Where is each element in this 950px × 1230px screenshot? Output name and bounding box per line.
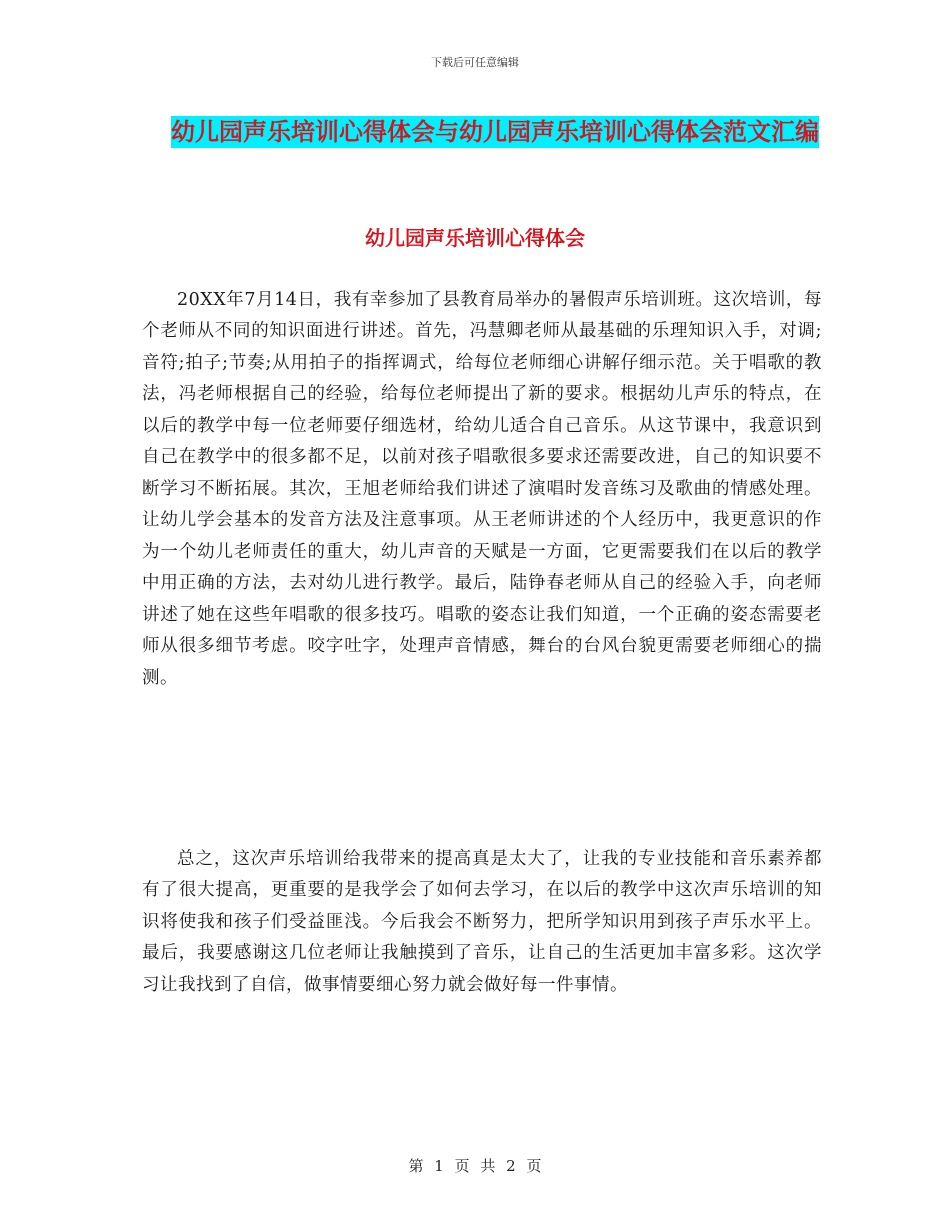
document-title	[140, 110, 850, 154]
section-title: 幼儿园声乐培训心得体会	[365, 226, 585, 250]
page-footer: 第 1 页 共 2 页	[408, 1157, 542, 1175]
body-paragraph-1: 20XX年7月14日，我有幸参加了县教育局举办的暑假声乐培训班。这次培训，每个老师从不同的知识面进行讲述。首先，冯慧卿老师从最基础的乐理知识入手，对调;音符;拍子;节奏;从用拍子的指挥调式，给每位老师细心讲解仔细示范。关于唱歌的教法，冯老师根据自己的经验，给每位老师提出了新的要求。根据幼儿声乐的特点，在以后的教学中每一位老师要仔细选材，给幼儿适合自己音乐。从这节课中，我意识到自己在教学中的很多都不足，以前对孩子唱歌很多要求还需要改进，自己的知识要不断学习不断拓展。其次，王旭老师给我们讲述了演唱时发音练习及歌曲的情感处理。让幼儿学会基本的发音方法及注意事项。从王老师讲述的个人经历中，我更意识的作为一个幼儿老师责任的重大，幼儿声音的天赋是一方面，它更需要我们在以后的教学中用正确的方法，去对幼儿进行教学。最后，陆铮春老师从自己的经验入手，向老师讲述了她在这些年唱歌的很多技巧。唱歌的姿态让我们知道，一个正确的姿态需要老师从很多细节考虑。咬字吐字，处理声音情感，舞台的台风台貌更需要老师细心的揣测。	[142, 289, 822, 688]
body-paragraph-2: 总之，这次声乐培训给我带来的提高真是太大了，让我的专业技能和音乐素养都有了很大提高，更重要的是我学会了如何去学习，在以后的教学中这次声乐培训的知识将使我和孩子们受益匪浅。今后我会不断努力，把所学知识用到孩子声乐水平上。最后，我要感谢这几位老师让我触摸到了音乐，让自己的生活更加丰富多彩。这次学习让我找到了自信，做事情要细心努力就会做好每一件事情。	[142, 848, 822, 995]
header-note: 下载后可任意编辑	[431, 56, 519, 69]
document-title-text: 幼儿园声乐培训心得体会与幼儿园声乐培训心得体会范文汇编	[171, 118, 819, 146]
